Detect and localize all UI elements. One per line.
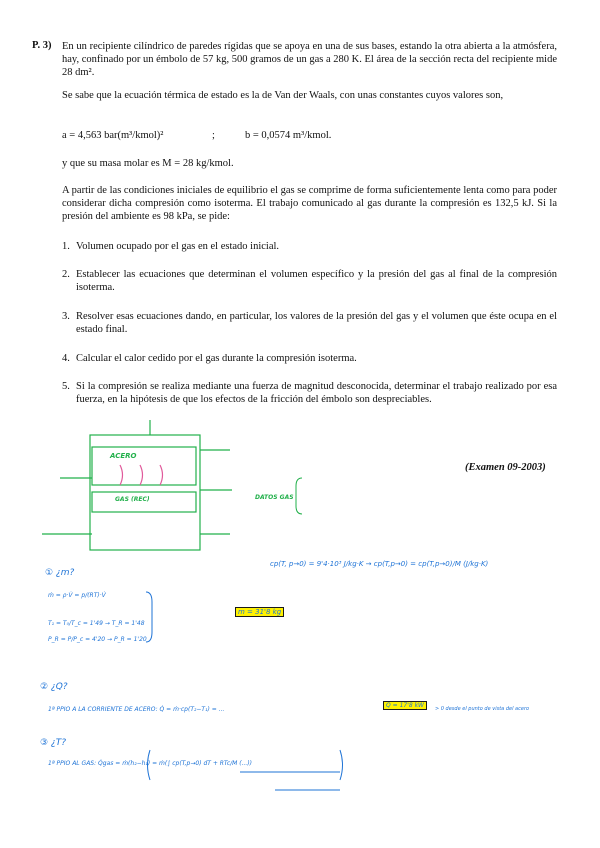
compression-text: A partir de las condiciones iniciales de equilibrio el gas se comprime de forma suficientemente lenta como para poder considerar dicha compresión como isoterma. El trabajo comunicado al gas durante la compresión es 132,5 kJ. Si la presión del ambiente es 98 kPa, se pide: [62,185,557,222]
question-number: 2. [62,269,70,280]
answer-box-2-note: > 0 desde el punto de vista del acero [435,706,530,712]
question-text: Resolver esas ecuaciones dando, en particular, los valores de la presión del gas y el volumen que éste ocupa en el estado final. [76,311,557,335]
problem-intro: En un recipiente cilíndrico de paredes rígidas que se apoya en una de sus bases, estando la otra abierta a la atmósfera, hay, confinado por un émbolo de 57 kg, 500 gramos de un gas a 280 K. El área de la sección recta del recipiente mide 28 dm². [62,41,557,78]
gas-box-label: GAS (REC) [115,496,150,503]
question-text: Volumen ocupado por el gas en el estado inicial. [76,241,280,252]
question-text: Si la compresión se realiza mediante una fuerza de magnitud desconocida, determinar el trabajo realizado por esa fuerza, en la hipótesis de que los efectos de la fricción del émbolo son despreciables. [76,381,557,405]
cp-equation: cp(T, p→0) = 9'4·10³ J/kg·K → cp(T,p→0) = cp(T,p→0)/M (J/kg·K) [270,560,489,568]
question-number: 1. [62,241,70,252]
question-3-marker: ③ ¿T? [40,738,66,748]
vdw-text: Se sabe que la ecuación térmica de estado es la de Van der Waals, con unas constantes cuyos valores son, [62,90,504,101]
question-number: 5. [62,381,70,392]
problem-number: P. 3) [32,40,52,51]
exam-reference: (Examen 09-2003) [465,462,546,473]
question-1-marker: ① ¿m? [45,568,75,578]
molar-mass: y que su masa molar es M = 28 kg/kmol. [62,158,234,169]
constants-separator: ; [212,130,215,141]
reduced-pressure-line: P_R = P/P_c = 4'20 → P_R = 1'20 [48,636,147,643]
first-principle-steel-line: 1ª PPIO A LA CORRIENTE DE ACERO: Q̇ = ṁ·cp(T₂−T₁) = ... [48,706,225,713]
question-number: 3. [62,311,70,322]
answer-box-1: m = 31'8 kg [235,608,284,616]
reduced-temperature-line: T₁ = T₀/T_c = 1'49 → T_R = 1'48 [48,620,145,627]
first-principle-gas-line: 1ª PPIO AL GAS: Q̇gas = ṁ(h₂−h₁) = ṁ(∫ cp(T,p→0) dT + RTc/M (...)) [48,760,253,767]
question-text: Calcular el calor cedido por el gas durante la compresión isoterma. [76,353,357,364]
constant-a: a = 4,563 bar(m³/kmol)² [62,130,164,141]
question-2-marker: ② ¿Q? [40,682,68,692]
mass-flow-line: ṁ = ρ·V̇ = p/(RT)·V̇ [48,592,106,599]
datos-gas-label: DATOS GAS [255,494,294,501]
constant-b: b = 0,0574 m³/kmol. [245,130,332,141]
answer-box-2: Q = 17'8 kW [383,702,427,709]
acero-label: ACERO [110,452,137,460]
question-text: Establecer las ecuaciones que determinan el volumen específico y la presión del gas al final de la compresión isoterma. [76,269,557,293]
acero-box [92,447,196,485]
question-number: 4. [62,353,70,364]
